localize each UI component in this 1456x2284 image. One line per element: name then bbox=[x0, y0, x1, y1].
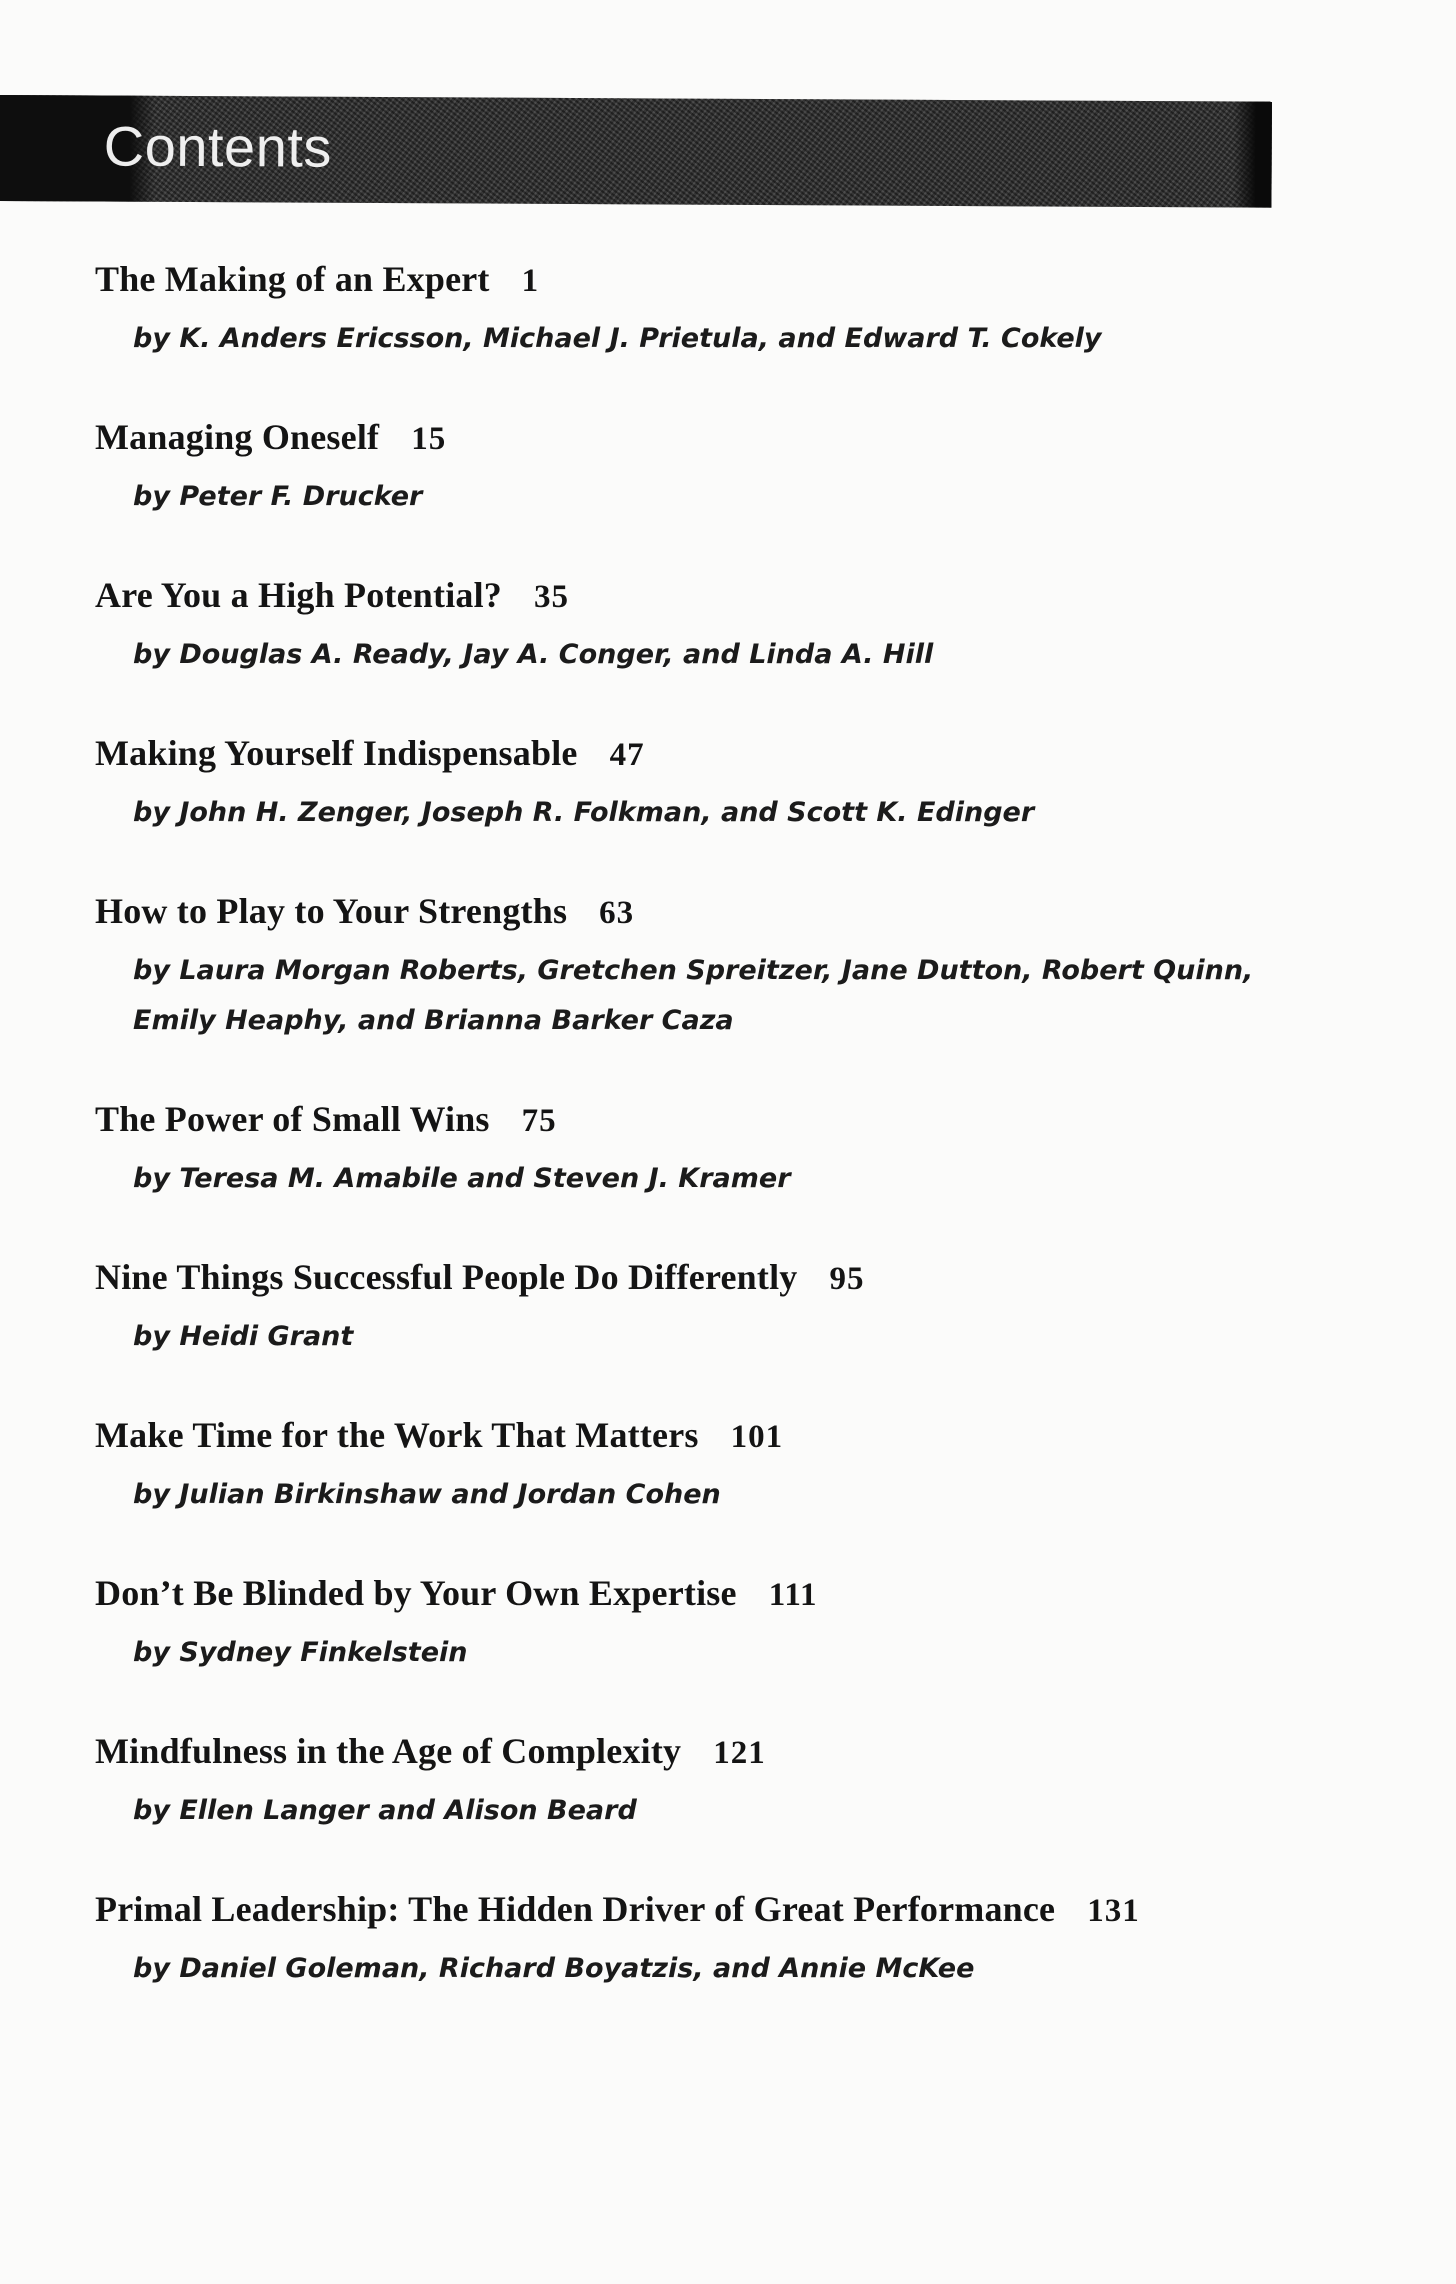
toc-entry-title-line bbox=[95, 256, 1456, 304]
toc-entry-title-line bbox=[95, 888, 1456, 936]
toc-entry-page-number: 63 bbox=[599, 895, 635, 931]
toc-entry-page-number: 111 bbox=[768, 1577, 818, 1613]
toc-entry-byline bbox=[133, 630, 1456, 680]
toc-entry-title: The Making of an Expert bbox=[95, 259, 490, 299]
toc-entry-title-line bbox=[95, 730, 1456, 778]
toc-entry-title-line bbox=[95, 1096, 1456, 1144]
toc-entry-title-line bbox=[95, 414, 1456, 462]
toc-entry-byline-line: by Daniel Goleman, Richard Boyatzis, and Annie McKee bbox=[133, 1953, 975, 1984]
toc-entry-byline-line: by Laura Morgan Roberts, Gretchen Spreitzer, Jane Dutton, Robert Quinn, bbox=[133, 955, 1254, 986]
toc-entry-page-number: 35 bbox=[534, 579, 569, 615]
toc-entry-byline-line: by Julian Birkinshaw and Jordan Cohen bbox=[133, 1479, 721, 1510]
toc-entry-title-line bbox=[95, 1412, 1456, 1460]
toc-entry-title: Nine Things Successful People Do Differently bbox=[95, 1257, 798, 1297]
toc-entry-byline bbox=[133, 788, 1456, 838]
toc-entry bbox=[95, 1412, 1456, 1520]
toc-entry-title: Making Yourself Indispensable bbox=[95, 733, 578, 773]
toc-entry-byline-line: by Teresa M. Amabile and Steven J. Kramer bbox=[133, 1163, 791, 1194]
toc-entry bbox=[95, 1570, 1456, 1678]
toc-entry-title: Managing Oneself bbox=[95, 417, 380, 457]
toc-entry-byline-line: by K. Anders Ericsson, Michael J. Prietula, and Edward T. Cokely bbox=[133, 323, 1102, 354]
toc-entry-page-number: 95 bbox=[829, 1261, 865, 1297]
toc-entry-byline-line: by Ellen Langer and Alison Beard bbox=[133, 1795, 637, 1826]
toc-entry-byline-line: Emily Heaphy, and Brianna Barker Caza bbox=[133, 1005, 734, 1036]
toc-entry-title-line bbox=[95, 572, 1456, 620]
toc-entry-byline-line: by Heidi Grant bbox=[133, 1321, 354, 1352]
toc-entry-byline-line: by Sydney Finkelstein bbox=[133, 1637, 468, 1668]
toc-entry-title: Don’t Be Blinded by Your Own Expertise bbox=[95, 1573, 737, 1613]
table-of-contents bbox=[0, 201, 1456, 2044]
toc-entry-byline bbox=[133, 1154, 1456, 1204]
toc-entry bbox=[95, 414, 1456, 522]
toc-entry-title: Primal Leadership: The Hidden Driver of Great Performance bbox=[95, 1889, 1056, 1929]
toc-entry-title: Mindfulness in the Age of Complexity bbox=[95, 1731, 682, 1771]
toc-entry-byline bbox=[133, 1944, 1456, 1994]
toc-entry-title: How to Play to Your Strengths bbox=[95, 891, 568, 931]
toc-entry-title: Make Time for the Work That Matters bbox=[95, 1415, 699, 1455]
toc-entry-title-line bbox=[95, 1728, 1456, 1776]
toc-entry-byline bbox=[133, 946, 1456, 1046]
toc-entry-title-line bbox=[95, 1570, 1456, 1618]
toc-entry-byline bbox=[133, 1470, 1456, 1520]
toc-entry-title: Are You a High Potential? bbox=[95, 575, 502, 615]
toc-entry bbox=[95, 730, 1456, 838]
toc-entry-page-number: 101 bbox=[730, 1419, 784, 1455]
toc-entry-byline bbox=[133, 1786, 1456, 1836]
contents-header-bar bbox=[0, 95, 1272, 208]
toc-entry-byline bbox=[133, 314, 1456, 364]
toc-entry bbox=[95, 1096, 1456, 1204]
toc-entry-page-number: 1 bbox=[521, 263, 540, 299]
toc-entry bbox=[95, 1886, 1456, 1994]
page-title: Contents bbox=[103, 114, 333, 179]
toc-entry-title-line bbox=[95, 1886, 1456, 1934]
toc-entry-page-number: 75 bbox=[521, 1103, 557, 1139]
toc-entry-title-line bbox=[95, 1254, 1456, 1302]
toc-entry-page-number: 131 bbox=[1087, 1893, 1140, 1929]
toc-entry-page-number: 47 bbox=[609, 737, 645, 773]
toc-entry-title: The Power of Small Wins bbox=[95, 1099, 490, 1139]
toc-entry bbox=[95, 256, 1456, 364]
toc-entry bbox=[95, 572, 1456, 680]
toc-entry-byline bbox=[133, 472, 1456, 522]
toc-entry bbox=[95, 1728, 1456, 1836]
toc-entry-byline bbox=[133, 1628, 1456, 1678]
toc-entry-byline-line: by John H. Zenger, Joseph R. Folkman, and Scott K. Edinger bbox=[133, 797, 1035, 828]
toc-entry-page-number: 15 bbox=[411, 421, 447, 457]
toc-entry-byline bbox=[133, 1312, 1456, 1362]
toc-entry-page-number: 121 bbox=[713, 1735, 766, 1771]
toc-entry bbox=[95, 888, 1456, 1046]
toc-entry bbox=[95, 1254, 1456, 1362]
toc-entry-byline-line: by Peter F. Drucker bbox=[133, 481, 423, 512]
toc-entry-byline-line: by Douglas A. Ready, Jay A. Conger, and Linda A. Hill bbox=[133, 639, 934, 670]
